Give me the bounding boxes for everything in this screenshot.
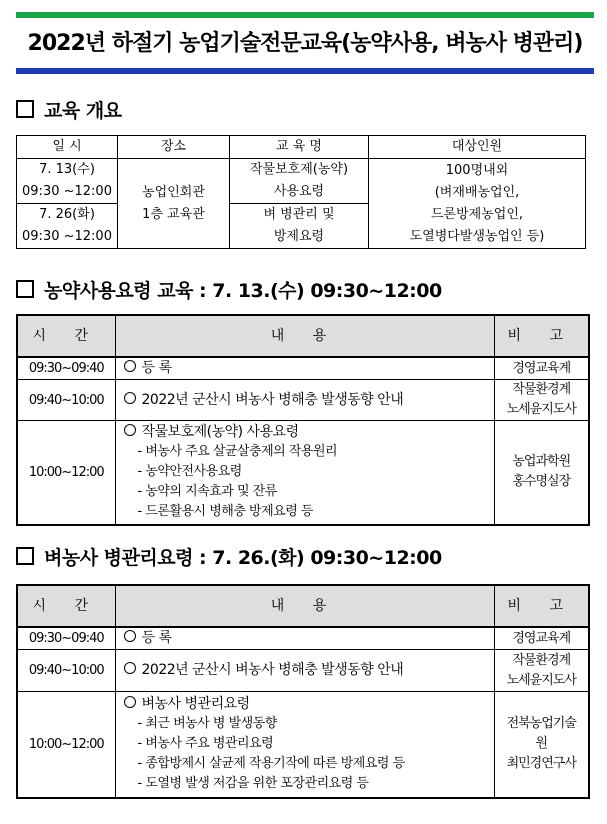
header-time: 시 간: [17, 585, 115, 627]
note-cell: [494, 380, 589, 421]
note-cell: [494, 627, 589, 650]
note-line: 노세윤지도사: [506, 672, 576, 688]
note-cell: [494, 421, 589, 525]
note-line: 노세윤지도사: [506, 402, 576, 417]
target-line: (벼재배농업인,: [434, 184, 520, 200]
course-cell: [230, 204, 369, 249]
content-main: 벼농사 병관리요령: [141, 696, 250, 713]
section-heading-overview: 교육 개요: [16, 96, 122, 123]
course-line: 벼 병관리 및: [263, 207, 335, 222]
content-subitem: - 농약의 지속효과 및 잔류: [137, 484, 277, 500]
content-main: 2022년 군산시 벼농사 병해충 발생동향 안내: [141, 391, 404, 408]
content-cell: [115, 650, 494, 692]
date-cell: [17, 159, 118, 204]
section-heading-session1: 농약사용요령 교육 : 7. 13.(수) 09:30~12:00: [16, 276, 442, 303]
note-line: 농업과학원: [512, 454, 571, 470]
page-title: 2022년 하절기 농업기술전문교육(농약사용, 벼농사 병관리): [27, 31, 583, 56]
note-line: 작물환경계: [512, 652, 571, 668]
course-line: 방제요령: [273, 229, 325, 244]
table-row: [17, 692, 589, 798]
header-datetime: 일 시: [17, 136, 118, 159]
content-main: 2022년 군산시 벼농사 병해충 발생동향 안내: [141, 662, 404, 678]
section-heading-session2: 벼농사 병관리요령 : 7. 26.(화) 09:30~12:00: [16, 543, 442, 570]
title-top-bar: [16, 12, 594, 18]
time-cell: 09:40~10:00: [17, 380, 115, 421]
header-place: 장소: [118, 136, 230, 159]
content-main: 등 록: [141, 360, 172, 376]
place-line: 농업인회관: [142, 184, 205, 200]
title-bottom-bar: [16, 68, 594, 74]
note-cell: [494, 692, 589, 798]
session2-schedule-table: [16, 584, 590, 799]
content-subitem: - 도열병 발생 저감을 위한 포장관리요령 등: [137, 776, 369, 792]
header-content: 내 용: [115, 315, 494, 357]
content-subitem: - 벼농사 주요 살균살충제의 작용원리: [137, 444, 338, 460]
target-line: 도열병다발생농업인 등): [409, 228, 545, 244]
note-cell: [494, 650, 589, 692]
note-line: 경영교육계: [512, 630, 571, 646]
content-subitem: - 최근 벼농사 병 발생동향: [137, 716, 277, 732]
header-note: 비 고: [494, 585, 589, 627]
circle-bullet-icon: [124, 662, 136, 674]
note-line: 경영교육계: [512, 360, 571, 376]
table-row: [17, 421, 589, 525]
header-content: 내 용: [115, 585, 494, 627]
target-line: 100명내외: [445, 162, 509, 178]
table-row: [17, 380, 589, 421]
content-subitem: - 종합방제시 살균제 작용기작에 따른 방제요령 등: [137, 756, 405, 772]
checkbox-square-icon: [16, 280, 34, 298]
content-subitem: - 농약안전사용요령: [137, 464, 242, 480]
note-line: 작물환경계: [512, 382, 571, 397]
content-cell: [115, 357, 494, 380]
place-line: 1층 교육관: [142, 206, 205, 222]
note-line: 최민경연구사: [506, 756, 576, 772]
time-cell: 09:40~10:00: [17, 650, 115, 692]
target-cell: [369, 159, 586, 249]
table-row: [17, 650, 589, 692]
circle-bullet-icon: [124, 696, 136, 708]
content-cell: [115, 380, 494, 421]
content-cell: [115, 627, 494, 650]
note-line: 원: [535, 736, 548, 752]
content-cell: [115, 692, 494, 798]
header-target: 대상인원: [369, 136, 586, 159]
checkbox-square-icon: [16, 100, 34, 118]
date-day: 7. 13(수): [39, 162, 95, 177]
circle-bullet-icon: [124, 392, 136, 404]
time-cell: 09:30~09:40: [17, 627, 115, 650]
note-cell: [494, 357, 589, 380]
table-row: [17, 627, 589, 650]
content-subitem: - 벼농사 주요 병관리요령: [137, 736, 274, 752]
date-time: 09:30 ~12:00: [22, 229, 112, 244]
note-line: 홍수명실장: [512, 474, 571, 490]
date-day: 7. 26(화): [39, 207, 95, 222]
content-subitem: - 드론활용시 병해충 방제요령 등: [137, 504, 313, 520]
content-cell: [115, 421, 494, 525]
note-line: 전북농업기술: [506, 716, 576, 732]
course-cell: [230, 159, 369, 204]
circle-bullet-icon: [124, 360, 136, 372]
header-time: 시 간: [17, 315, 115, 357]
session1-schedule-table: [16, 314, 590, 526]
circle-bullet-icon: [124, 630, 136, 642]
time-cell: 10:00~12:00: [17, 421, 115, 525]
target-line: 드론방제농업인,: [430, 206, 524, 222]
circle-bullet-icon: [124, 424, 136, 436]
checkbox-square-icon: [16, 547, 34, 565]
header-note: 비 고: [494, 315, 589, 357]
time-cell: 10:00~12:00: [17, 692, 115, 798]
date-cell: [17, 204, 118, 249]
content-main: 작물보호제(농약) 사용요령: [141, 424, 299, 441]
content-main: 등 록: [141, 630, 172, 646]
header-course: 교 육 명: [230, 136, 369, 159]
table-row: [17, 357, 589, 380]
course-line: 사용요령: [273, 184, 325, 199]
date-time: 09:30 ~12:00: [22, 184, 112, 199]
course-line: 작물보호제(농약): [249, 162, 349, 177]
place-cell: [118, 159, 230, 249]
overview-table: [16, 135, 586, 249]
time-cell: 09:30~09:40: [17, 357, 115, 380]
